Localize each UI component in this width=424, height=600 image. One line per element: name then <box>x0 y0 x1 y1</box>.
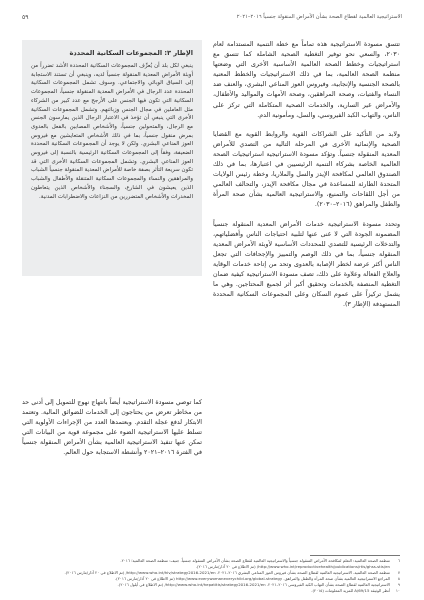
paragraph: وتحدد مسودة الاستراتيجية خدمات الأمراض المعدية المنقولة جنسياً المضمونة الجودة التي لا غنى عنها لتلبية احتياجات الناس وأفضلياتهم، والتدخلات الرئيسية للتصدي للمحددات الأساسية لأوبئة الأمراض المعدية المنقولة جنسياً، بما في ذلك الوصم والتمييز والإجحافات التي تجعل الناس أكثر عرضة لخطر الإصابة بالعدوى وتحد من إتاحة خدمات الوقاية والعلاج الفعالة وعلاوة على ذلك، تصف مسودة الاستراتيجية كيفية ضمان التغطية المنصفة بالخدمات وتحقيق أكبر أثر لجميع المحتاجين. وهي ما يشمل تركيزاً على عموم السكان وعلى المجموعات السكانية المحددة المستهدفة (الإطار ٣). <box>213 220 400 309</box>
footnote-text: منظمة الصحة العالمية: التعلم لمكافحة الأمراض المنقولة جنسياً والاستراتيجية العالمية لقطاع الصحة بشأن الأمراض المنقولة جنسياً. جنيف: منظمة الصحة العالمية؛ ٢٠١٦. http://www.who.int/reproductivehealth/publications/rtis/ghss-stis/en/ (تم الاطلاع في ٢٠ آذار/مارس ٢٠١٦). <box>120 558 390 569</box>
footnote <box>24 588 400 594</box>
footnotes <box>24 558 400 594</box>
footnote-text: أنظر الوثيقة A/69/15 للمزيد المعلومات (٢٠١٥). <box>311 587 390 593</box>
footnote-number: ١٠ <box>395 587 400 593</box>
footnote-text: منظمة الصحة العالمية، الاستراتيجية العالمية لقطاع الصحة بشأن فيروس العوز المناعي البشري ٢٠١٦–٢٠٢١. http://www.who.int/hiv/strategy2016-2021/en/ (تم الاطلاع في ٢٠ آذار/مارس ٢٠١٦). <box>64 569 390 575</box>
paragraph: ولابد من التأكيد على الشراكات القوية والروابط القوية مع القضايا الصحية والإنمائية الأخرى في المرحلة التالية من التصدي للأمراض المعدية المنقولة جنسياً. وتؤكد مسودة الاستراتيجية استراتيجيات الصحة العالمية الخاصة بشركاء التنمية الرئيسيين في اعتبارها، بما في ذلك الصندوق العالمي لمكافحة الإيدز والسل والملاريا، وخطة رئيس الولايات المتحدة الطارئة للمساعدة في مجال مكافحة الإيدز، والتحالف العالمي من أجل اللقاحات والتمنيع، والاستراتيجية العالمية بشأن صحة المرأة والطفل والمراهق (٢٠١٦–٢٠٣٠). <box>213 130 400 209</box>
footnote <box>24 576 400 582</box>
footnote-number: ٨ <box>397 575 400 581</box>
footnote <box>24 558 400 569</box>
footnote <box>24 582 400 588</box>
paragraph: تتسق مسودة الاستراتيجية هذه تماماً مع خطة التنمية المستدامة لعام ٢٠٣٠، والسعي نحو توفير التغطية الصحية الشاملة كما تتسق مع استراتيجيات وخطط الصحة العالمية الأساسية الأخرى التي وضعتها منظمة الصحة العالمية، بما في ذلك الاستراتيجيات والخطط المعنية بالصحة الجنسية والإنجابية، وفيروس العوز المناعي البشري، والعنف ضد النساء والفتيات، وصحة المراهقين، وصحة الأمهات والمواليد والأطفال، والأمراض غير السارية، والخدمات الصحية المتكاملة التي تركز على الناس، والتهاب الكبد الفيروسي، والسل، ومأمونية الدم. <box>213 41 400 119</box>
footnote <box>24 570 400 576</box>
side-paragraph: كما توصي مسودة الاستراتيجية أيضاً بانتهاج نهوج للتمويل إلى أدنى حد من مخاطر تعرض من يحتاجون إلى الخدمات للضوائق المالية. وتعتمد الابتكار لدفع عجلة التقدم. وبعتمدها العدد من الإجراءات الأولوية التي تسلط عليها الاستراتيجية الضوء على مجموعة قوية من البيانات التي تمكن عنها تنفيذ الاستراتيجية العالمية بشأن الأمراض المنقولة جنسياً في الفترة ٢٠١٦–٢٠٢١ وأنشطة الاستجابة حول العالم. <box>22 399 202 457</box>
running-title: الاستراتيجية العالمية لقطاع الصحة بشأن الأمراض المنقولة جنسياً ٢٠١٦–٢٠٢١ <box>236 14 402 20</box>
box-text: ينبغي لكل بلد أن يُعرِّف المجموعات السكانية المحددة الأشد تضرراً من أوبئة الأمراض المعدية المنقولة جنسياً لديه، وينبغي أن تستند الاستجابة إلى السياق الوبائي والاجتماعي. وسوف تشمل المجموعات السكانية المحددة عدد الرجال في الأمراض المعدية المنقولة جنسياً، المجموعات السكانية التي تكون فيها الجنس على الأرجح مع عدد كبير من الشركاء مثل العاملين في مجال الجنس وزبائنهم. وتشمل المجموعات السكانية الأخرى التي ينبغي أن تؤخذ في الاعتبار الرجال الذين يمارسون الجنس مع الرجال، والمتحولين جنسياً، والأشخاص المصابين بالفعل بالعدوى بمرض منقول جنسياً، بما في ذلك الأشخاص المتعايشين مع فيروس العوز المناعي البشري. ولكن لا يوجد أن المجموعات السكانية المحددة الضعيفة، وفقاً إلى المجموعات السكانية الرئيسية بالنسبة إلى فيروس العوز المناعي البشري. وتشمل المجموعات السكانية الأخرى التي قد تكون سريعة التأثر بصفة خاصة للأمراض المعدية المنقولة جنسياً الشباب والمراهقين والنساء والمجموعات السكانية المتنقلة والأطفال والشباب الذين يعيشون في الشارع، والسجناء والأشخاص الذين يتعاطون المخدرات والأشخاص المتضررين من النزاعات والاضطرابات المدنية. <box>31 63 193 200</box>
footnote-number: ٦ <box>397 558 400 563</box>
main-column <box>213 40 400 319</box>
footnote-text: المراجع الاستراتيجية العالمية بشأن صحة المرأة والطفل والمراهق. http://www.everywomaneverychild.org/global-strategy (تم الاطلاع في ٢٠ آذار/مارس ٢٠١٦). <box>114 575 390 581</box>
footnote-number: ٩ <box>397 581 400 587</box>
box-title: الإطار ٣: المجموعات السكانية المحددة <box>69 49 193 57</box>
page-number: ٥٩ <box>22 14 29 21</box>
footnote-text: الاستراتيجية العالمية لقطاع الصحة بشأن التهاب الكبد الفيروسي ٢٠١٦–٢٠٢١. http://www.who.int/hepatitis/strategy2016-2021/en/ (تم الاطلاع في أيلول ٢٠١٦). <box>117 581 390 587</box>
footnote-number: ٧ <box>397 569 400 575</box>
page-header <box>22 14 402 28</box>
footnote-divider <box>310 555 400 556</box>
box-3-specific-populations <box>22 40 202 276</box>
